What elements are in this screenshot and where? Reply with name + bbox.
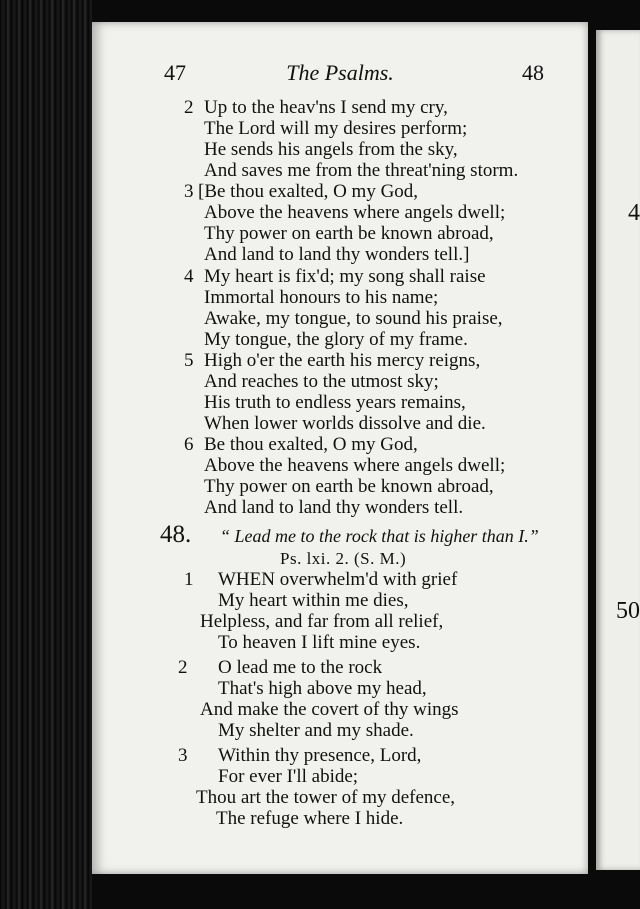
- facing-page-text: 4: [628, 200, 640, 226]
- verse-line: To heaven I lift mine eyes.: [218, 632, 421, 653]
- verse-line: [Be thou exalted, O my God,: [198, 181, 419, 202]
- verse-line: When lower worlds dissolve and die.: [204, 413, 486, 434]
- stanza-number: 2: [184, 97, 194, 118]
- scripture-reference: Ps. lxi. 2. (S. M.): [280, 549, 407, 568]
- page-number-left: 47: [164, 60, 186, 85]
- verse-line: My heart within me dies,: [218, 590, 409, 611]
- verse-line: Above the heavens where angels dwell;: [204, 202, 506, 223]
- verse-line: He sends his angels from the sky,: [204, 139, 458, 160]
- verse-line: For ever I'll abide;: [218, 766, 359, 787]
- verse-line: His truth to endless years remains,: [204, 392, 466, 413]
- verse-line: My shelter and my shade.: [218, 720, 414, 741]
- verse-line: Awake, my tongue, to sound his praise,: [204, 308, 503, 329]
- verse-line: Be thou exalted, O my God,: [204, 434, 418, 455]
- stanza-number: 4: [184, 266, 194, 287]
- hymn-epigraph: “ Lead me to the rock that is higher than I.”: [220, 526, 539, 546]
- verse-line: Immortal honours to his name;: [204, 287, 439, 308]
- facing-page-fragment: [596, 30, 640, 870]
- stanza-number: 6: [184, 434, 194, 455]
- stanza-number: 2: [178, 657, 188, 678]
- stanza-number: 3: [178, 745, 188, 766]
- page-number-right: 48: [522, 60, 544, 85]
- verse-line: Thou art the tower of my defence,: [196, 787, 456, 808]
- verse-line: Thy power on earth be known abroad,: [204, 223, 494, 244]
- stanza-number: 3: [184, 181, 194, 202]
- verse-line: WHEN overwhelm'd with grief: [218, 569, 458, 590]
- verse-line: Helpless, and far from all relief,: [200, 611, 444, 632]
- book-binding: [0, 0, 92, 909]
- verse-line: Above the heavens where angels dwell;: [204, 455, 506, 476]
- verse-line: And saves me from the threat'ning storm.: [204, 160, 519, 181]
- stanza-number: 5: [184, 350, 194, 371]
- verse-line: Thy power on earth be known abroad,: [204, 476, 494, 497]
- verse-line: And reaches to the utmost sky;: [204, 371, 439, 392]
- verse-line: O lead me to the rock: [218, 657, 383, 678]
- verse-line: Within thy presence, Lord,: [218, 745, 422, 766]
- verse-line: My tongue, the glory of my frame.: [204, 329, 468, 350]
- book-page: [92, 22, 588, 874]
- stanza-number: 1: [184, 569, 194, 590]
- verse-line: And land to land thy wonders tell.: [204, 497, 464, 518]
- verse-line: My heart is fix'd; my song shall raise: [204, 266, 486, 287]
- verse-line: And land to land thy wonders tell.]: [204, 244, 470, 265]
- verse-line: High o'er the earth his mercy reigns,: [204, 350, 481, 371]
- verse-line: Up to the heav'ns I send my cry,: [204, 97, 448, 118]
- page-header: [92, 60, 588, 94]
- hymn-number: 48.: [160, 521, 192, 548]
- verse-line: And make the covert of thy wings: [200, 699, 459, 720]
- verse-line: The Lord will my desires perform;: [204, 118, 468, 139]
- page-title: The Psalms.: [286, 60, 394, 85]
- verse-line: That's high above my head,: [218, 678, 427, 699]
- verse-line: The refuge where I hide.: [216, 808, 404, 829]
- facing-page-text: 50: [616, 598, 640, 624]
